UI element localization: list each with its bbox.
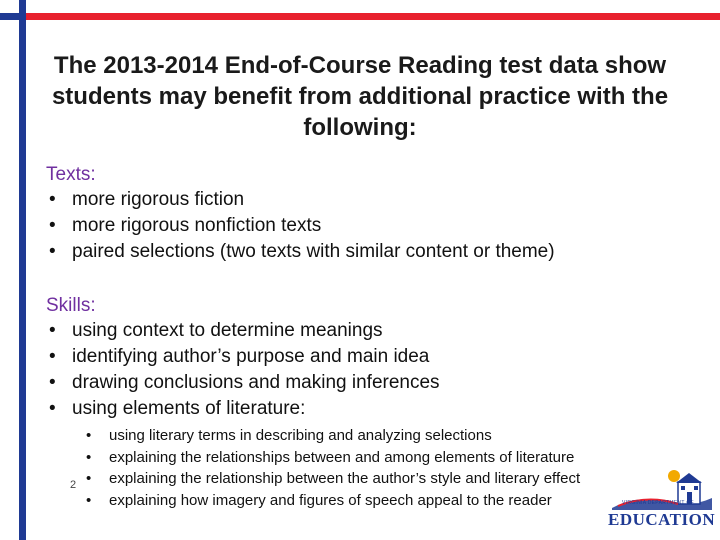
logo-wordmark: EDUCATION (608, 510, 716, 529)
skills-heading: Skills: (46, 295, 96, 316)
left-accent-bar (19, 0, 26, 540)
skills-section (46, 294, 440, 422)
logo-small-text: VIRGINIA DEPARTMENT OF (622, 500, 694, 506)
texts-section (46, 163, 555, 265)
texts-heading: Texts: (46, 164, 96, 185)
literature-subitems-list (86, 425, 656, 511)
list-item: • using literary terms in describing and analyzing selections (86, 425, 656, 447)
skills-list (46, 318, 440, 422)
list-item: • explaining how imagery and figures of speech appeal to the reader (86, 490, 656, 512)
list-item: • more rigorous nonfiction texts (46, 213, 555, 239)
page-number: 2 (70, 479, 77, 491)
list-item: • explaining the relationships between and among elements of literature (86, 447, 656, 469)
list-item: • identifying author’s purpose and main idea (46, 344, 440, 370)
list-item: • paired selections (two texts with similar content or theme) (46, 239, 555, 265)
slide-title: The 2013-2014 End-of-Course Reading test data show students may benefit from additional practice with the following: (51, 52, 669, 141)
list-item: • more rigorous fiction (46, 187, 555, 213)
list-item: • using context to determine meanings (46, 318, 440, 344)
list-item: • explaining the relationship between the author’s style and literary effect (86, 468, 656, 490)
list-item: • using elements of literature: (46, 396, 440, 422)
list-item: • drawing conclusions and making inferences (46, 370, 440, 396)
texts-list (46, 187, 555, 265)
virginia-department-of-education-logo (608, 464, 714, 536)
top-accent-bar (0, 13, 720, 20)
